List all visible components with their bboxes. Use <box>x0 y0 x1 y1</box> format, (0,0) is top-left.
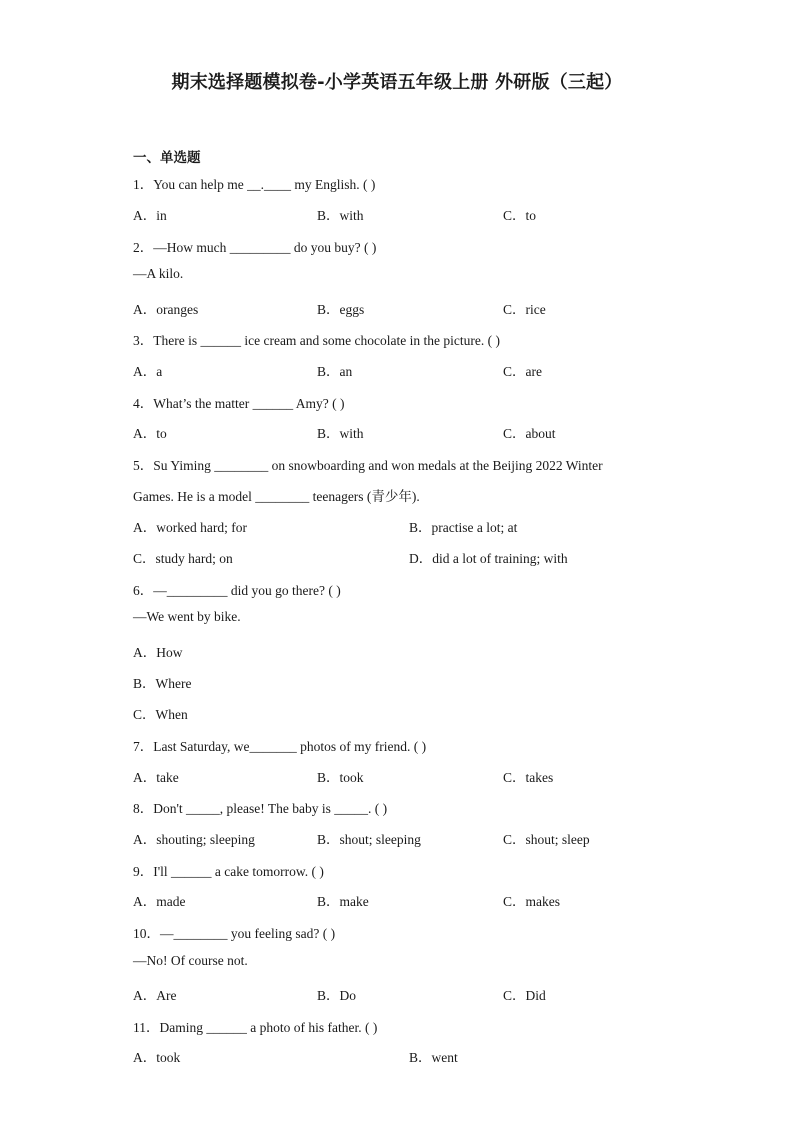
q3-option-c[interactable]: C．are <box>503 364 542 379</box>
q6-option-a[interactable]: A．How <box>133 645 183 660</box>
q2-option-c[interactable]: C．rice <box>503 302 546 317</box>
q1-option-a[interactable]: A．in <box>133 208 167 223</box>
q8-option-c[interactable]: C．shout; sleep <box>503 832 590 847</box>
q1-option-b[interactable]: B．with <box>317 208 364 223</box>
q4-option-b[interactable]: B．with <box>317 426 364 441</box>
question-10-answer: —No! Of course not. <box>133 953 248 968</box>
q10-option-b[interactable]: B．Do <box>317 988 357 1003</box>
question-1: 1．You can help me __.____ my English. ( ) <box>133 177 376 192</box>
question-11: 11．Daming ______ a photo of his father. ( ) <box>133 1020 378 1035</box>
section-heading: 一、单选题 <box>133 150 201 166</box>
q10-option-a[interactable]: A．Are <box>133 988 177 1003</box>
question-2: 2．—How much _________ do you buy? ( ) <box>133 240 377 255</box>
q5-option-b[interactable]: B．practise a lot; at <box>409 520 518 535</box>
q4-option-c[interactable]: C．about <box>503 426 556 441</box>
q8-option-a[interactable]: A．shouting; sleeping <box>133 832 255 847</box>
q10-option-c[interactable]: C．Did <box>503 988 546 1003</box>
q5-option-c[interactable]: C．study hard; on <box>133 551 233 566</box>
q4-option-a[interactable]: A．to <box>133 426 167 441</box>
q9-option-c[interactable]: C．makes <box>503 894 560 909</box>
q8-option-b[interactable]: B．shout; sleeping <box>317 832 421 847</box>
q5-option-a[interactable]: A．worked hard; for <box>133 520 247 535</box>
question-10: 10．—________ you feeling sad? ( ) <box>133 926 336 941</box>
question-6: 6．—_________ did you go there? ( ) <box>133 583 341 598</box>
question-4: 4．What’s the matter ______ Amy? ( ) <box>133 396 345 411</box>
question-7: 7．Last Saturday, we_______ photos of my friend. ( ) <box>133 739 427 754</box>
q5-option-d[interactable]: D．did a lot of training; with <box>409 551 568 566</box>
question-2-answer: —A kilo. <box>133 266 184 281</box>
page-title: 期末选择题模拟卷-小学英语五年级上册 外研版（三起） <box>171 72 623 93</box>
q11-option-b[interactable]: B．went <box>409 1050 458 1065</box>
q9-option-b[interactable]: B．make <box>317 894 369 909</box>
question-9: 9．I'll ______ a cake tomorrow. ( ) <box>133 864 324 879</box>
q2-option-b[interactable]: B．eggs <box>317 302 365 317</box>
q7-option-c[interactable]: C．takes <box>503 770 554 785</box>
question-5: 5．Su Yiming ________ on snowboarding and won medals at the Beijing 2022 Winter <box>133 458 603 473</box>
question-6-answer: —We went by bike. <box>133 609 241 624</box>
q6-option-b[interactable]: B．Where <box>133 676 192 691</box>
question-3: 3．There is ______ ice cream and some chocolate in the picture. ( ) <box>133 333 500 348</box>
question-8: 8．Don't _____, please! The baby is _____. ( ) <box>133 801 388 816</box>
q7-option-b[interactable]: B．took <box>317 770 364 785</box>
q11-option-a[interactable]: A．took <box>133 1050 181 1065</box>
q3-option-b[interactable]: B．an <box>317 364 353 379</box>
q2-option-a[interactable]: A．oranges <box>133 302 199 317</box>
q6-option-c[interactable]: C．When <box>133 707 188 722</box>
q9-option-a[interactable]: A．made <box>133 894 186 909</box>
q3-option-a[interactable]: A．a <box>133 364 163 379</box>
question-5-continued: Games. He is a model ________ teenagers (青少年). <box>133 489 420 504</box>
q1-option-c[interactable]: C．to <box>503 208 537 223</box>
q7-option-a[interactable]: A．take <box>133 770 179 785</box>
